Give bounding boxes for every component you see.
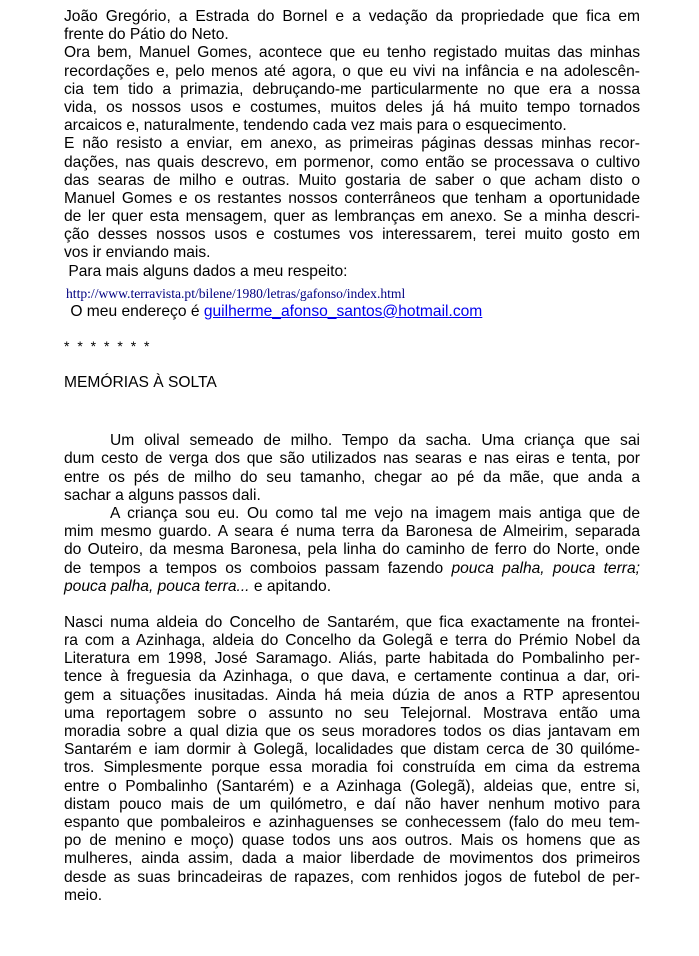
paragraph-line: entre os pés de milho do seu tamanho, chegar ao pé da mãe, que anda a bbox=[64, 468, 640, 486]
intro-line: Para mais alguns dados a meu respeito: bbox=[64, 262, 348, 280]
text-normal: de tempos a tempos os comboios passam fazendo bbox=[64, 559, 452, 577]
intro-line: cia tem tido a primazia, debruçando-me particularmente no que era a nossa bbox=[64, 80, 640, 98]
paragraph-1 bbox=[64, 432, 640, 505]
intro-section bbox=[64, 8, 640, 281]
text-normal: e apitando. bbox=[249, 577, 332, 595]
intro-line: arcaicos e, naturalmente, tendendo cada vez mais para o esquecimento. bbox=[64, 117, 567, 135]
paragraph-line: Nasci numa aldeia do Concelho de Santarém, que fica exactamente na frontei- bbox=[64, 613, 640, 631]
section-heading: MEMÓRIAS À SOLTA bbox=[64, 374, 217, 391]
paragraph-3 bbox=[64, 614, 640, 905]
paragraph-line: gem a situações inusitadas. Ainda há meia dúzia de anos a RTP apresentou bbox=[64, 686, 640, 704]
document-page bbox=[64, 8, 640, 905]
text-italic: pouca palha, pouca terra; bbox=[451, 559, 640, 577]
intro-line: João Gregório, a Estrada do Bornel e a vedação da propriedade que fica em bbox=[64, 8, 640, 25]
paragraph-line bbox=[64, 578, 640, 596]
paragraph-line: entre o Pombalinho (Santarém) e a Azinhaga (Golegã), aldeias que, entre si, bbox=[64, 777, 640, 795]
intro-line: recordações e, pelo menos até agora, o que eu vivi na infância e na adolescên- bbox=[64, 62, 640, 80]
email-line bbox=[64, 303, 640, 321]
paragraph-line: mim mesmo guardo. A seara é numa terra da Baronesa de Almeirim, separada bbox=[64, 523, 640, 541]
intro-line: E não resisto a enviar, em anexo, as primeiras páginas dessas minhas recor- bbox=[64, 135, 640, 153]
text-italic: pouca palha, pouca terra... bbox=[64, 577, 250, 595]
paragraph-line: mulheres, ainda assim, dada a maior liberdade de movimentos dos primeiros bbox=[64, 850, 640, 868]
paragraph-line: sachar a alguns passos dali. bbox=[64, 486, 261, 504]
intro-line: vos ir enviando mais. bbox=[64, 244, 211, 262]
intro-line: de ler quer esta mensagem, quer as lembranças em anexo. Se a minha descri- bbox=[64, 208, 640, 226]
intro-line: Ora bem, Manuel Gomes, acontece que eu tenho registado muitas das minhas bbox=[64, 44, 640, 62]
intro-line: frente do Pátio do Neto. bbox=[64, 26, 229, 44]
paragraph-line: uma reportagem sobre o assunto no seu Telejornal. Mostrava então uma bbox=[64, 704, 640, 722]
paragraph-line: Santarém e iam dormir à Golegã, localidades que distam cerca de 30 quilóme- bbox=[64, 741, 640, 759]
section-separator: * * * * * * * bbox=[64, 338, 152, 354]
website-url[interactable]: http://www.terravista.pt/bilene/1980/letras/gafonso/index.html bbox=[66, 285, 406, 301]
intro-line: ção desses nossos usos e costumes vos interessarem, terei muito gosto em bbox=[64, 226, 640, 244]
paragraph-line: po de menino e moço) quase todos uns aos outros. Mais os homens que as bbox=[64, 832, 640, 850]
intro-line: das searas de milho e outras. Muito gostaria de saber o que acham disto o bbox=[64, 171, 640, 189]
paragraph-line: A criança sou eu. Ou como tal me vejo na imagem mais antiga que de bbox=[110, 504, 640, 522]
intro-line: Manuel Gomes e os restantes nossos conterrâneos que tenham a oportunidade bbox=[64, 189, 640, 207]
paragraph-line: Um olival semeado de milho. Tempo da sacha. Uma criança que sai bbox=[110, 432, 640, 450]
paragraph-line: tros. Simplesmente porque essa moradia foi construída em cima da estrema bbox=[64, 759, 640, 777]
email-link[interactable]: guilherme_afonso_santos@hotmail.com bbox=[203, 302, 483, 320]
paragraph-line: distam pouco mais de um quilómetro, e daí não haver nenhum motivo para bbox=[64, 795, 640, 813]
paragraph-line: tence à freguesia da Azinhaga, o que dava, e certamente continua a dar, ori- bbox=[64, 668, 640, 686]
intro-line: dações, nas quais descrevo, em pormenor, como então se processava o cultivo bbox=[64, 153, 640, 171]
email-prefix: O meu endereço é bbox=[66, 302, 204, 320]
paragraph-line: ra com a Azinhaga, aldeia do Concelho da Golegã e terra do Prémio Nobel da bbox=[64, 632, 640, 650]
intro-line: vida, os nossos usos e costumes, muitos deles já há muito tempo tornados bbox=[64, 98, 640, 116]
paragraph-line: espanto que pombaleiros e azinhaguenses se conhecessem (falo do meu tem- bbox=[64, 813, 640, 831]
paragraph-line: Literatura em 1998, José Saramago. Aliás, parte habitada do Pombalinho per- bbox=[64, 650, 640, 668]
paragraph-line: moradia sobre a qual dizia que os seus moradores todos os dias jantavam em bbox=[64, 723, 640, 741]
paragraph-line: meio. bbox=[64, 886, 103, 904]
paragraph-line bbox=[64, 560, 640, 578]
paragraph-line: dum cesto de verga dos que são utilizados nas searas e nas eiras e tenta, por bbox=[64, 450, 640, 468]
paragraph-line: desde as suas brincadeiras de rapazes, com renhidos jogos de futebol de per- bbox=[64, 868, 640, 886]
paragraph-2 bbox=[64, 505, 640, 596]
paragraph-line: do Outeiro, da mesma Baronesa, pela linha do caminho de ferro do Norte, onde bbox=[64, 541, 640, 559]
